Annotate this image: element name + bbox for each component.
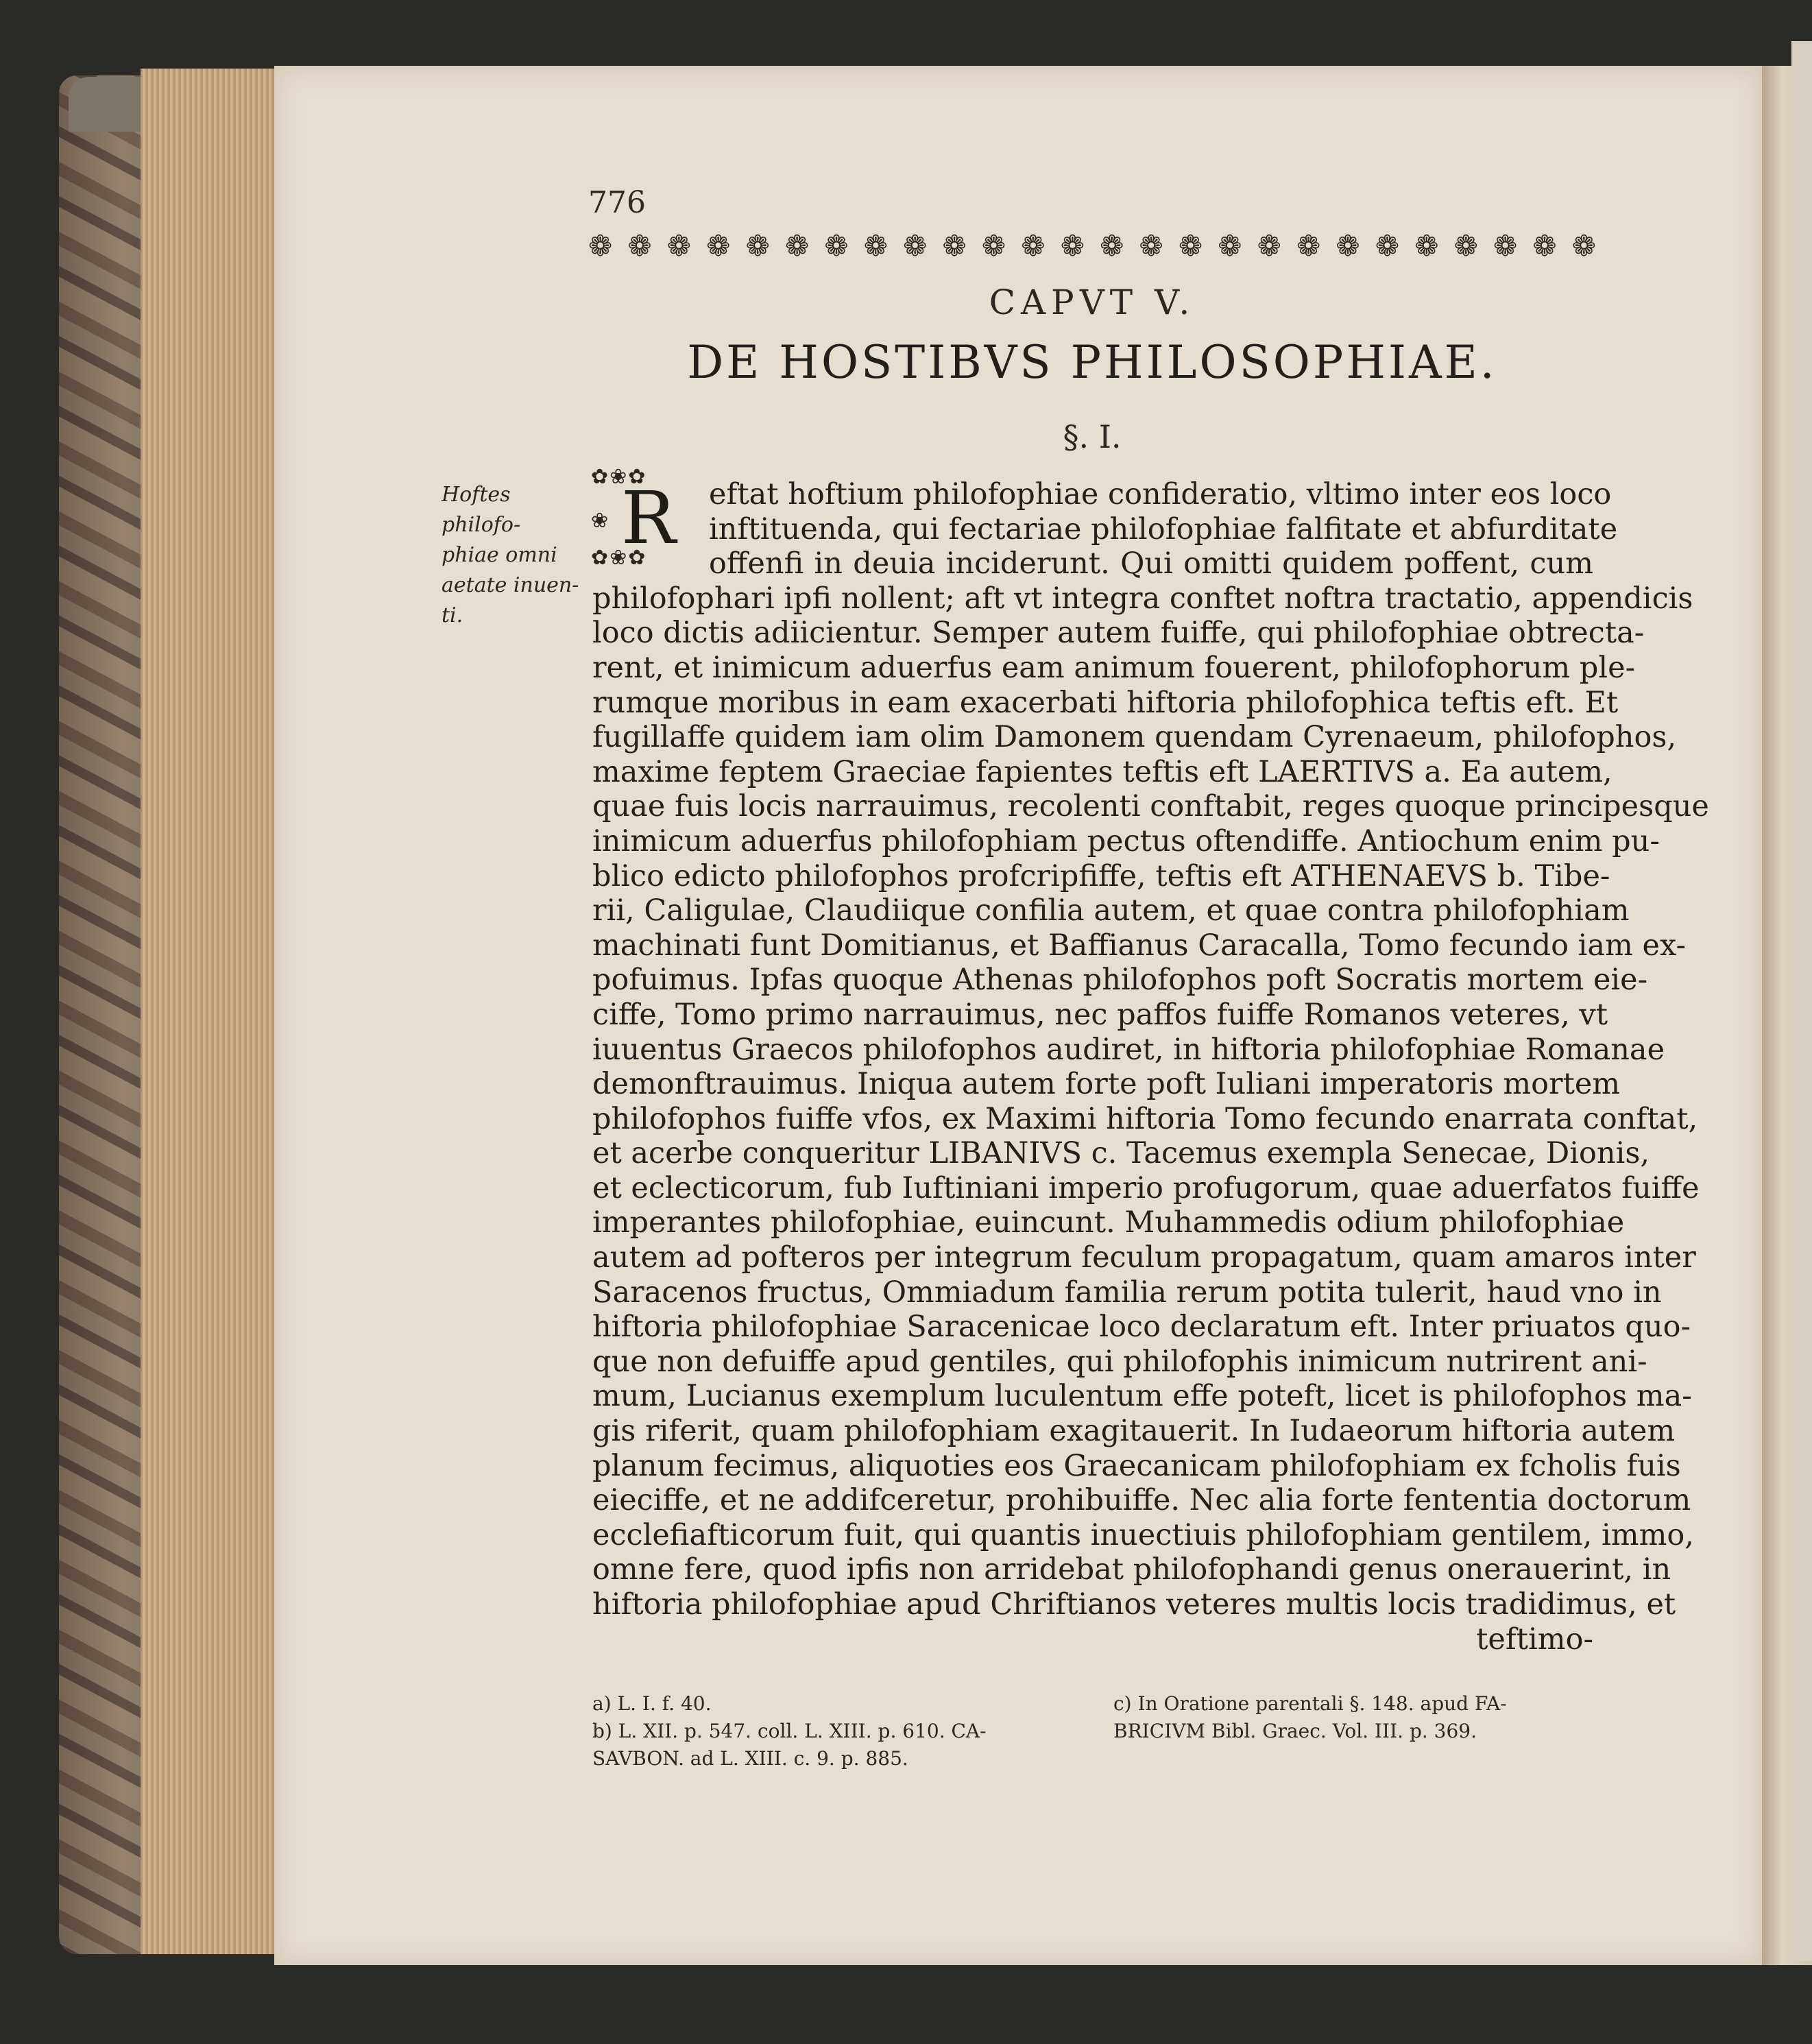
ornament-icon: ❁: [1139, 229, 1163, 263]
text-line: demonftrauimus. Iniqua autem forte poft Iuliani imperatoris mortem: [592, 1067, 1621, 1102]
text-line: rent, et inimicum aduerfus eam animum fouerent, philofophorum ple-: [592, 650, 1636, 685]
text-line: philofophos fuiffe vfos, ex Maximi hiftoria Tomo fecundo enarrata conftat,: [592, 1101, 1698, 1136]
text-line: planum fecimus, aliquoties eos Graecanicam philofophiam ex fcholis fuis: [592, 1448, 1681, 1483]
ornament-border: [588, 228, 1596, 265]
text-line: et eclecticorum, fub Iuftiniani imperio profugorum, quae aduerfatos fuiffe: [592, 1170, 1700, 1205]
text-line: blico edicto philofophos profcripfiffe, teftis eft ATHENAEVS b. Tibe-: [592, 858, 1610, 893]
ornament-icon: ❁: [1571, 229, 1596, 263]
ornament-icon: ❁: [1453, 229, 1478, 263]
ornament-icon: ❁: [824, 229, 849, 263]
text-line: machinati funt Domitianus, et Baffianus Caracalla, Tomo fecundo iam ex-: [592, 928, 1686, 963]
text-line: que non defuiffe apud gentiles, qui philofophis inimicum nutrirent ani-: [592, 1344, 1647, 1379]
text-line: loco dictis adiicientur. Semper autem fuiffe, qui philofophiae obtrecta-: [592, 616, 1645, 651]
ornament-icon: ❁: [1493, 229, 1518, 263]
text-line: eieciffe, et ne addifceretur, prohibuiffe. Nec alia forte fententia doctorum: [592, 1483, 1691, 1518]
text-line: eftat hoftium philofophiae confideratio, vltimo inter eos loco: [709, 477, 1612, 512]
ornament-icon: ❁: [1178, 229, 1203, 263]
marginal-note-line: aetate inuen-: [442, 573, 579, 597]
ornament-icon: ❁: [627, 229, 652, 263]
drop-cap: R: [621, 476, 676, 560]
ornament-icon: ❁: [706, 229, 731, 263]
chapter-heading: CAPVT V.: [989, 282, 1196, 322]
text-line: iuuentus Graecos philofophos audiret, in hiftoria philofophiae Romanae: [592, 1032, 1665, 1067]
ornament-icon: ❁: [942, 229, 967, 263]
footnote: b) L. XII. p. 547. coll. L. XIII. p. 610. CA-: [592, 1720, 987, 1742]
footnote: BRICIVM Bibl. Graec. Vol. III. p. 369.: [1113, 1720, 1477, 1742]
ornament-icon: ❁: [1060, 229, 1085, 263]
section-number: §. I.: [1063, 418, 1122, 455]
footnote: c) In Oratione parentali §. 148. apud FA-: [1113, 1692, 1507, 1715]
text-line: hiftoria philofophiae apud Chriftianos veteres multis locis tradidimus, et: [592, 1587, 1676, 1622]
text-line: philofophari ipfi nollent; aft vt integra conftet noftra tractatio, appendicis: [592, 581, 1693, 616]
text-line: inftituenda, qui fectariae philofophiae falfitate et abfurditate: [709, 512, 1618, 546]
ornament-icon: ❁: [784, 229, 810, 263]
text-line: rii, Caligulae, Claudiique confilia autem, et quae contra philofophiam: [592, 893, 1630, 928]
footnote: SAVBON. ad L. XIII. c. 9. p. 885.: [592, 1747, 908, 1770]
initial-ornament-icon: ✿❀✿: [591, 465, 647, 489]
footnotes-left: [592, 1690, 1113, 1772]
text-line: Saracenos fructus, Ommiadum familia rerum potita tulerit, haud vno in: [592, 1275, 1662, 1310]
ornament-icon: ❁: [1414, 229, 1439, 263]
text-line: maxime feptem Graeciae fapientes teftis eft LAERTIVS a. Ea autem,: [592, 754, 1612, 789]
ornament-icon: ❁: [981, 229, 1006, 263]
ornament-icon: ❁: [745, 229, 770, 263]
ornament-icon: ❁: [1375, 229, 1400, 263]
text-line: pofuimus. Ipfas quoque Athenas philofophos poft Socratis mortem eie-: [592, 963, 1648, 998]
footnotes-right: [1113, 1690, 1593, 1745]
ornament-icon: ❁: [666, 229, 691, 263]
marginal-note-line: Hoftes philofo-: [442, 483, 521, 537]
text-line: hiftoria philofophiae Saracenicae loco declaratum eft. Inter priuatos quo-: [592, 1310, 1691, 1345]
page-number: 776: [588, 185, 646, 220]
text-line: imperantes philofophiae, euincunt. Muhammedis odium philofophiae: [592, 1205, 1625, 1240]
ornament-icon: ❁: [1257, 229, 1281, 263]
facing-page-edge: [1791, 41, 1812, 1961]
ornament-icon: ❁: [1336, 229, 1360, 263]
initial-ornament-icon: ✿❀✿: [591, 546, 647, 570]
text-line: ecclefiafticorum fuit, qui quantis inuectiuis philofophiam gentilem, immo,: [592, 1517, 1694, 1552]
text-line: mum, Lucianus exemplum luculentum effe poteft, licet is philofophos ma-: [592, 1379, 1692, 1414]
text-line: offenfi in deuia inciderunt. Qui omitti quidem poffent, cum: [709, 546, 1593, 581]
ornament-icon: ❁: [903, 229, 928, 263]
text-line: autem ad pofteros per integrum feculum propagatum, quam amaros inter: [592, 1240, 1696, 1275]
ornament-icon: ❁: [863, 229, 888, 263]
ornament-icon: ❁: [588, 229, 613, 263]
ornament-icon: ❁: [1532, 229, 1557, 263]
marginal-note-line: phiae omni: [442, 543, 557, 567]
text-line: ciffe, Tomo primo narrauimus, nec paffos fuiffe Romanos veteres, vt: [592, 997, 1608, 1032]
text-line: rumque moribus in eam exacerbati hiftoria philofophica teftis eft. Et: [592, 685, 1619, 720]
marginal-note-line: ti.: [442, 603, 463, 627]
initial-ornament-icon: ❀: [591, 509, 610, 533]
text-line: fugillaffe quidem iam olim Damonem quendam Cyrenaeum, philofophos,: [592, 720, 1677, 755]
footnote: a) L. I. f. 40.: [592, 1692, 712, 1715]
text-line: inimicum aduerfus philofophiam pectus oftendiffe. Antiochum enim pu-: [592, 823, 1660, 858]
ornament-icon: ❁: [1218, 229, 1242, 263]
body-text: [592, 477, 1709, 1657]
page-edges: [141, 69, 281, 1954]
text-line: quae fuis locis narrauimus, recolenti conftabit, reges quoque principesque: [592, 789, 1709, 824]
marginal-note: [442, 480, 585, 631]
ornament-icon: ❁: [1100, 229, 1124, 263]
text-line: teftimo-: [1476, 1622, 1593, 1657]
text-line: omne fere, quod ipfis non arridebat philofophandi genus onerauerint, in: [592, 1552, 1671, 1587]
text-line: gis riferit, quam philofophiam exagitauerit. In Iudaeorum hiftoria autem: [592, 1414, 1676, 1449]
ornament-icon: ❁: [1296, 229, 1321, 263]
ornament-icon: ❁: [1021, 229, 1046, 263]
text-line: et acerbe conqueritur LIBANIVS c. Tacemus exempla Senecae, Dionis,: [592, 1136, 1650, 1171]
chapter-title: DE HOSTIBVS PHILOSOPHIAE.: [687, 336, 1497, 389]
